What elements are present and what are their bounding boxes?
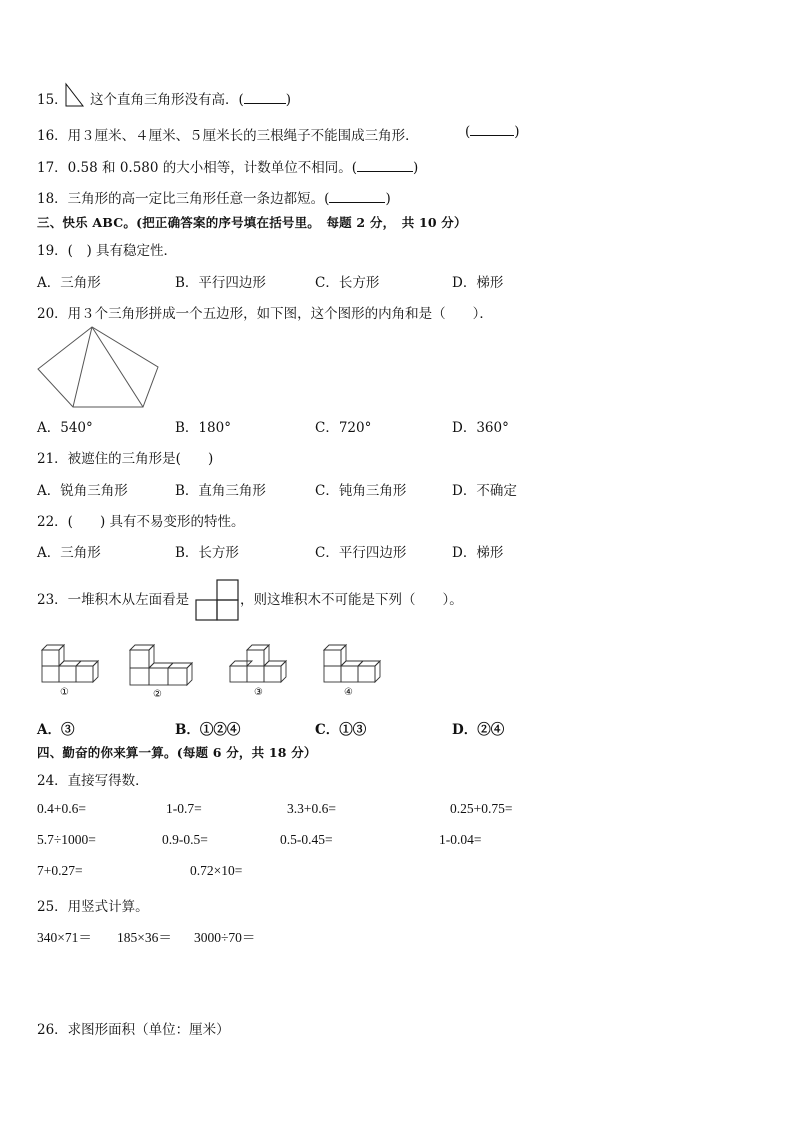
q19-option-a[interactable]: A．三角形: [37, 275, 101, 291]
q24-item-8: 1-0.04=: [439, 832, 482, 847]
q20-option-a[interactable]: A．540°: [37, 420, 93, 436]
q16-answer: ( ): [465, 124, 520, 140]
q24-item-3: 3.3+0.6=: [287, 801, 336, 816]
question-24: 24．直接写得数．: [37, 773, 149, 789]
q20-option-b[interactable]: B．180°: [175, 420, 231, 436]
q24-item-2: 1-0.7=: [166, 801, 202, 816]
blocks-figure-2: [128, 643, 198, 699]
q23-option-a[interactable]: A．③: [37, 722, 75, 738]
blocks-caption-2: ②: [153, 689, 162, 700]
question-21: 21．被遮住的三角形是( ): [37, 451, 214, 467]
section-3-heading: 三、快乐 ABC。(把正确答案的序号填在括号里。 每题 2 分， 共 10 分）: [37, 215, 467, 230]
blocks-caption-3: ③: [254, 687, 263, 698]
blocks-figure-3: [228, 643, 294, 699]
q22-option-c[interactable]: C．平行四边形: [315, 545, 407, 561]
q15-number: 15．: [37, 92, 68, 108]
q20-option-d[interactable]: D．360°: [452, 420, 509, 436]
q25-item-1: 340×71＝: [37, 930, 92, 945]
question-20: 20．用３个三角形拼成一个五边形，如下图，这个图形的内角和是（ ）．: [37, 306, 493, 322]
question-17: 17．0.58 和 0.580 的大小相等，计数单位不相同。( ): [37, 160, 419, 176]
q21-option-b[interactable]: B．直角三角形: [175, 483, 266, 499]
q15-answer-blank[interactable]: [244, 103, 286, 104]
q19-option-d[interactable]: D．梯形: [452, 275, 504, 291]
q24-item-4: 0.25+0.75=: [450, 801, 513, 816]
q23-option-d[interactable]: D．②④: [452, 722, 505, 738]
question-16: 16．用３厘米、４厘米、５厘米长的三根绳子不能围成三角形．: [37, 128, 419, 144]
q18-answer-blank[interactable]: [329, 202, 385, 203]
q24-item-5: 5.7÷1000=: [37, 832, 96, 847]
q22-option-a[interactable]: A．三角形: [37, 545, 101, 561]
q22-option-b[interactable]: B．长方形: [175, 545, 239, 561]
blocks-caption-1: ①: [60, 687, 69, 698]
q15-statement: 这个直角三角形没有高．( ): [90, 92, 292, 108]
q20-option-c[interactable]: C．720°: [315, 420, 372, 436]
pentagon-figure: [37, 325, 167, 410]
q23-option-c[interactable]: C．①③: [315, 722, 367, 738]
section-4-heading: 四、勤奋的你来算一算。(每题 6 分，共 18 分）: [37, 745, 317, 760]
q23-statement-end: ，则这堆积木不可能是下列（ ）。: [240, 592, 463, 608]
right-triangle-icon: [64, 82, 84, 108]
blocks-figure-4: [322, 643, 388, 699]
q19-option-b[interactable]: B．平行四边形: [175, 275, 266, 291]
q21-option-d[interactable]: D．不确定: [452, 483, 517, 499]
q17-answer-blank[interactable]: [357, 171, 413, 172]
q25-item-2: 185×36＝: [117, 930, 172, 945]
question-19: 19．( ) 具有稳定性．: [37, 243, 178, 259]
question-26: 26．求图形面积（单位：厘米）: [37, 1022, 230, 1038]
q23-option-b[interactable]: B．①②④: [175, 722, 241, 738]
q24-item-6: 0.9-0.5=: [162, 832, 208, 847]
blocks-figure-1: [40, 643, 102, 699]
question-23: 23．一堆积木从左面看是: [37, 592, 190, 608]
q21-option-c[interactable]: C．钝角三角形: [315, 483, 407, 499]
q24-item-7: 0.5-0.45=: [280, 832, 333, 847]
question-22: 22．( ) 具有不易变形的特性。: [37, 514, 245, 530]
question-25: 25．用竖式计算。: [37, 899, 149, 915]
q24-item-10: 0.72×10=: [190, 863, 243, 878]
q22-option-d[interactable]: D．梯形: [452, 545, 504, 561]
question-18: 18．三角形的高一定比三角形任意一条边都短。( ): [37, 191, 391, 207]
q16-answer-blank[interactable]: [470, 135, 514, 136]
q19-option-c[interactable]: C．长方形: [315, 275, 380, 291]
q25-item-3: 3000÷70＝: [194, 930, 256, 945]
q24-item-1: 0.4+0.6=: [37, 801, 86, 816]
q24-item-9: 7+0.27=: [37, 863, 83, 878]
left-view-squares-figure: [195, 579, 241, 621]
blocks-caption-4: ④: [344, 687, 353, 698]
q21-option-a[interactable]: A．锐角三角形: [37, 483, 128, 499]
